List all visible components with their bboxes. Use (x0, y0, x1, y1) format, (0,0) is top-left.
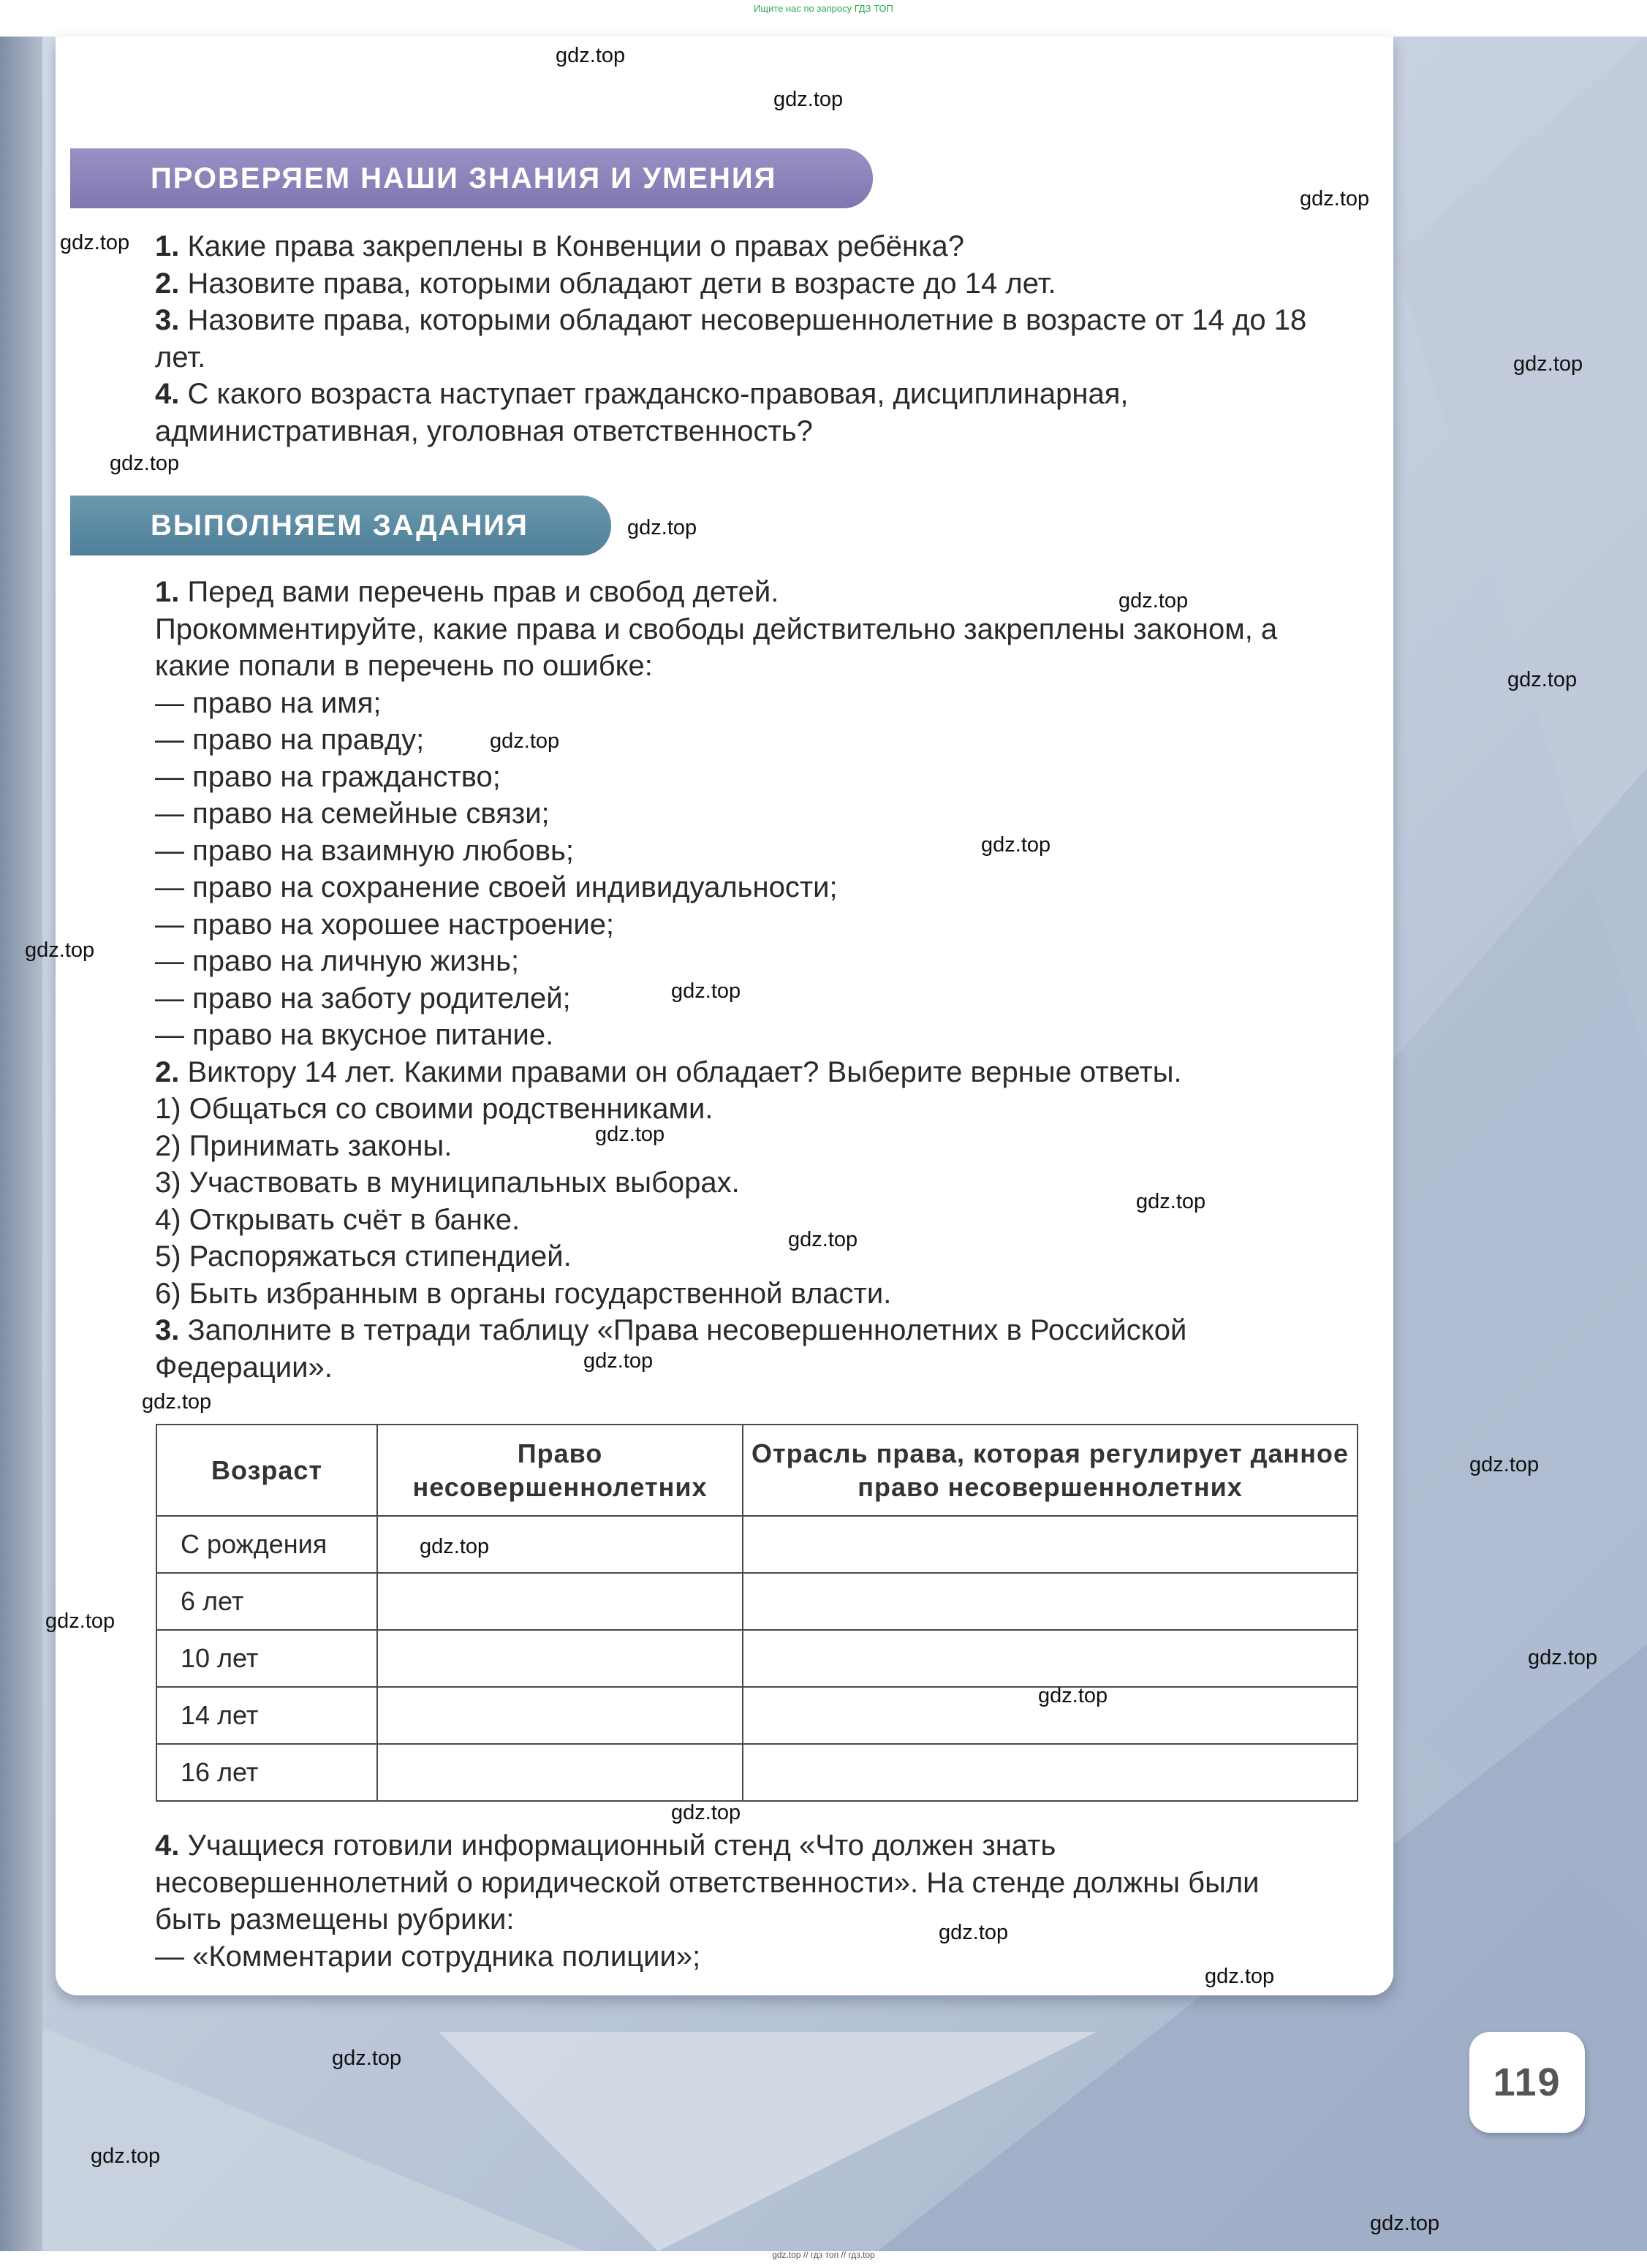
answer-option: 3) Участвовать в муниципальных выборах. (155, 1167, 740, 1199)
question-item: 4. С какого возраста наступает гражданско-правовая, дисциплинарная, административная, уголовная ответственность? (155, 378, 1129, 447)
table-header-row (156, 1425, 1358, 1516)
watermark: gdz.top (981, 833, 1051, 857)
table-cell (743, 1516, 1358, 1573)
rights-list-item: — право на правду; (155, 724, 425, 756)
column-header: Отрасль права, которая регулирует данное право несовершеннолетних (743, 1425, 1358, 1516)
watermark: gdz.top (939, 1921, 1009, 1944)
answer-option: 1) Общаться со своими родственниками. (155, 1093, 713, 1125)
rights-list-item: — право на вкусное питание. (155, 1019, 554, 1051)
section-banner-tasks (70, 496, 611, 555)
table-cell (377, 1687, 743, 1744)
table-cell: 10 лет (156, 1630, 377, 1687)
table-cell (743, 1573, 1358, 1630)
task-3-text: 3. Заполните в тетради таблицу «Права несовершеннолетних в Российской Федерации». (155, 1314, 1187, 1384)
column-header: Возраст (156, 1425, 377, 1516)
question-item: 1. Какие права закреплены в Конвенции о правах ребёнка? (155, 230, 964, 262)
table-row (156, 1630, 1358, 1687)
watermark: gdz.top (45, 1609, 116, 1633)
watermark: gdz.top (25, 938, 95, 962)
watermark: gdz.top (671, 1801, 741, 1824)
rights-list-item: — право на семейные связи; (155, 797, 550, 830)
rights-list-item: — право на хорошее настроение; (155, 908, 615, 941)
task-1-instruction: Прокомментируйте, какие права и свободы действительно закреплены законом, а какие попали в перечень по ошибке: (155, 612, 1278, 682)
table-cell (377, 1573, 743, 1630)
header-note: Ищите нас по запросу ГДЗ ТОП (754, 3, 893, 14)
answer-option: 5) Распоряжаться стипендией. (155, 1240, 572, 1273)
table-cell (743, 1630, 1358, 1687)
section-title-tasks: ВЫПОЛНЯЕМ ЗАДАНИЯ (151, 509, 529, 542)
watermark: gdz.top (556, 44, 626, 67)
page-spine-shadow (0, 37, 42, 2251)
watermark: gdz.top (595, 1123, 665, 1146)
watermark: gdz.top (1469, 1453, 1540, 1476)
rights-table (156, 1424, 1358, 1802)
table-row (156, 1744, 1358, 1801)
watermark: gdz.top (1205, 1965, 1275, 1988)
rights-list-item: — право на гражданство; (155, 760, 501, 793)
table-row (156, 1516, 1358, 1573)
section-banner-check (70, 148, 873, 208)
watermark: gdz.top (60, 231, 130, 254)
watermark: gdz.top (1507, 668, 1578, 691)
question-item: 2. Назовите права, которыми обладают дети в возрасте до 14 лет. (155, 267, 1056, 300)
questions-block (155, 228, 1325, 450)
watermark: gdz.top (1136, 1190, 1206, 1213)
task-4-block (155, 1827, 1325, 1975)
table-cell: С рождения (156, 1516, 377, 1573)
watermark: gdz.top (788, 1228, 858, 1251)
rights-list-item: — право на личную жизнь; (155, 945, 520, 977)
watermark: gdz.top (583, 1349, 654, 1373)
table-row (156, 1687, 1358, 1744)
task-2-intro: 2. Виктору 14 лет. Какими правами он обладает? Выберите верные ответы. (155, 1055, 1182, 1088)
rights-list-item: — право на имя; (155, 686, 382, 719)
watermark: gdz.top (627, 516, 697, 539)
table-cell: 14 лет (156, 1687, 377, 1744)
watermark: gdz.top (1528, 1646, 1598, 1669)
watermark: gdz.top (1300, 187, 1370, 211)
watermark: gdz.top (1370, 2212, 1440, 2235)
answer-option: 4) Открывать счёт в банке. (155, 1203, 520, 1236)
rights-list-item: — право на сохранение своей индивидуальности; (155, 871, 838, 903)
table-cell (377, 1630, 743, 1687)
task-4-text: 4. Учащиеся готовили информационный стенд «Что должен знать несовершеннолетний о юридической ответственности». На стенде должны были быть размещены рубрики: (155, 1829, 1260, 1935)
watermark: gdz.top (490, 729, 560, 753)
table-cell (377, 1744, 743, 1801)
task-1-intro: 1. Перед вами перечень прав и свобод детей. (155, 576, 779, 608)
rights-list-item: — право на заботу родителей; (155, 982, 571, 1014)
footer-note: gdz.top // гдз топ // гдз.top (772, 2250, 875, 2260)
watermark: gdz.top (1513, 352, 1583, 376)
table-cell: 16 лет (156, 1744, 377, 1801)
page-number: 119 (1469, 2032, 1585, 2133)
answer-option: 6) Быть избранным в органы государственной власти. (155, 1277, 892, 1310)
rights-list-item: — право на взаимную любовь; (155, 834, 575, 867)
watermark: gdz.top (773, 88, 844, 111)
watermark: gdz.top (110, 452, 180, 475)
watermark: gdz.top (332, 2047, 402, 2070)
watermark: gdz.top (142, 1390, 212, 1414)
section-title-check: ПРОВЕРЯЕМ НАШИ ЗНАНИЯ И УМЕНИЯ (151, 162, 777, 194)
rubric-list-item: — «Комментарии сотрудника полиции»; (155, 1940, 701, 1973)
table-row (156, 1573, 1358, 1630)
table-cell: 6 лет (156, 1573, 377, 1630)
watermark: gdz.top (671, 979, 741, 1003)
watermark: gdz.top (1038, 1684, 1108, 1707)
table-cell (743, 1744, 1358, 1801)
answer-option: 2) Принимать законы. (155, 1129, 453, 1162)
watermark: gdz.top (91, 2144, 161, 2168)
watermark: gdz.top (1118, 589, 1189, 612)
column-header: Право несовершеннолетних (377, 1425, 743, 1516)
watermark: gdz.top (420, 1535, 490, 1558)
question-item: 3. Назовите права, которыми обладают несовершеннолетние в возрасте от 14 до 18 лет. (155, 304, 1307, 373)
